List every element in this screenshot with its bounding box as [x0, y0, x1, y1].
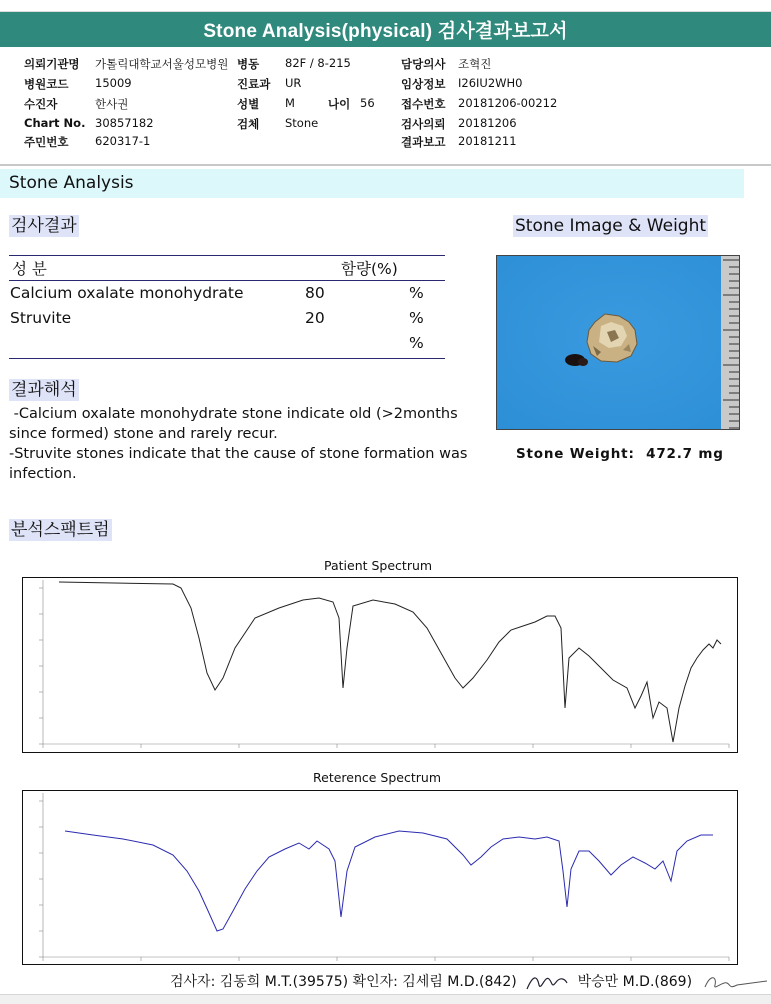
report-title-banner: [0, 12, 771, 47]
info-value: Stone: [285, 116, 319, 130]
result-value: 80: [305, 284, 325, 302]
info-value: 56: [360, 96, 375, 110]
stone-photo-graphic: [497, 256, 740, 430]
info-value: 20181206: [458, 116, 517, 130]
info-label: 성별: [237, 97, 260, 111]
report-title: Stone Analysis(physical) 검사결과보고서: [203, 21, 568, 42]
info-label: 병동: [237, 57, 260, 71]
reference-spectrum-title: Reterence Spectrum: [313, 770, 441, 785]
reference-spectrum-plot: [23, 791, 737, 964]
col-content-header: 함량(%): [341, 260, 398, 278]
bottom-strip: [0, 994, 771, 1004]
result-value: 20: [305, 309, 325, 327]
stone-weight-label: Stone Weight:: [516, 446, 635, 462]
interpretation-heading: 결과해석: [11, 380, 77, 400]
info-value: UR: [285, 76, 302, 90]
patient-axis-ticks: [39, 588, 729, 748]
stone-weight-value: 472.7 mg: [646, 446, 724, 462]
footer-examiners: 검사자: 김동희 M.T.(39575) 확인자: 김세림 M.D.(842): [170, 974, 517, 990]
info-label: 검사의뢰: [401, 117, 446, 131]
table-header-rule: [9, 280, 445, 281]
reference-spectrum-trace: [65, 831, 713, 931]
result-name: Struvite: [10, 309, 72, 327]
info-value: 82F / 8-215: [285, 56, 351, 70]
info-label: Chart No.: [24, 116, 86, 130]
result-name: Calcium oxalate monohydrate: [10, 284, 244, 302]
info-value: 20181206-00212: [458, 96, 558, 110]
reference-axis-ticks: [39, 801, 729, 961]
result-unit: %: [409, 309, 424, 327]
info-label: 접수번호: [401, 97, 446, 111]
footer-signatures: [170, 971, 771, 993]
patient-info-block: [0, 54, 771, 166]
info-value: 620317-1: [95, 134, 151, 148]
interpretation-line: -Struvite stones indicate that the cause of stone formation was infection.: [9, 446, 468, 482]
info-value: I26IU2WH0: [458, 76, 523, 90]
info-label: 나이: [328, 97, 351, 111]
info-value: 조혁진: [458, 57, 492, 71]
col-component-header: 성 분: [12, 260, 47, 278]
signature-mark: [525, 971, 569, 993]
result-unit: %: [409, 334, 424, 352]
info-label: 수진자: [24, 97, 58, 111]
patient-spectrum-chart: [22, 577, 738, 753]
footer-confirmer: 박승만 M.D.(869): [577, 974, 693, 990]
info-label: 검체: [237, 117, 260, 131]
table-bottom-rule: [9, 358, 445, 359]
result-unit: %: [409, 284, 424, 302]
info-label: 주민번호: [24, 135, 69, 149]
signature-mark-2: [701, 971, 771, 993]
top-strip: [0, 0, 771, 12]
stone-image-heading: Stone Image & Weight: [515, 216, 707, 236]
stone-photo: [496, 255, 740, 430]
info-value: 가톨릭대학교서울성모병원: [95, 57, 229, 71]
info-value: M: [285, 96, 295, 110]
patient-spectrum-trace: [59, 582, 721, 742]
info-label: 임상정보: [401, 77, 446, 91]
info-value: 20181211: [458, 134, 517, 148]
info-label: 의뢰기관명: [24, 57, 80, 71]
results-heading: 검사결과: [11, 216, 77, 236]
patient-spectrum-title: Patient Spectrum: [324, 558, 433, 573]
section-title: Stone Analysis: [0, 169, 744, 198]
info-label: 병원코드: [24, 77, 69, 91]
stone-weight: [516, 446, 724, 462]
spectrum-heading: 분석스팩트럼: [11, 520, 110, 540]
info-label: 진료과: [237, 77, 271, 91]
interpretation-text: [9, 404, 479, 484]
info-value: 한사권: [95, 97, 129, 111]
info-label: 담당의사: [401, 57, 446, 71]
patient-spectrum-plot: [23, 578, 737, 752]
table-top-rule: [9, 255, 445, 256]
reference-spectrum-chart: [22, 790, 738, 965]
info-value: 30857182: [95, 116, 154, 130]
interpretation-line: -Calcium oxalate monohydrate stone indicate old (>2months since formed) stone and rarely recur.: [9, 406, 463, 442]
info-value: 15009: [95, 76, 132, 90]
info-label: 결과보고: [401, 135, 446, 149]
